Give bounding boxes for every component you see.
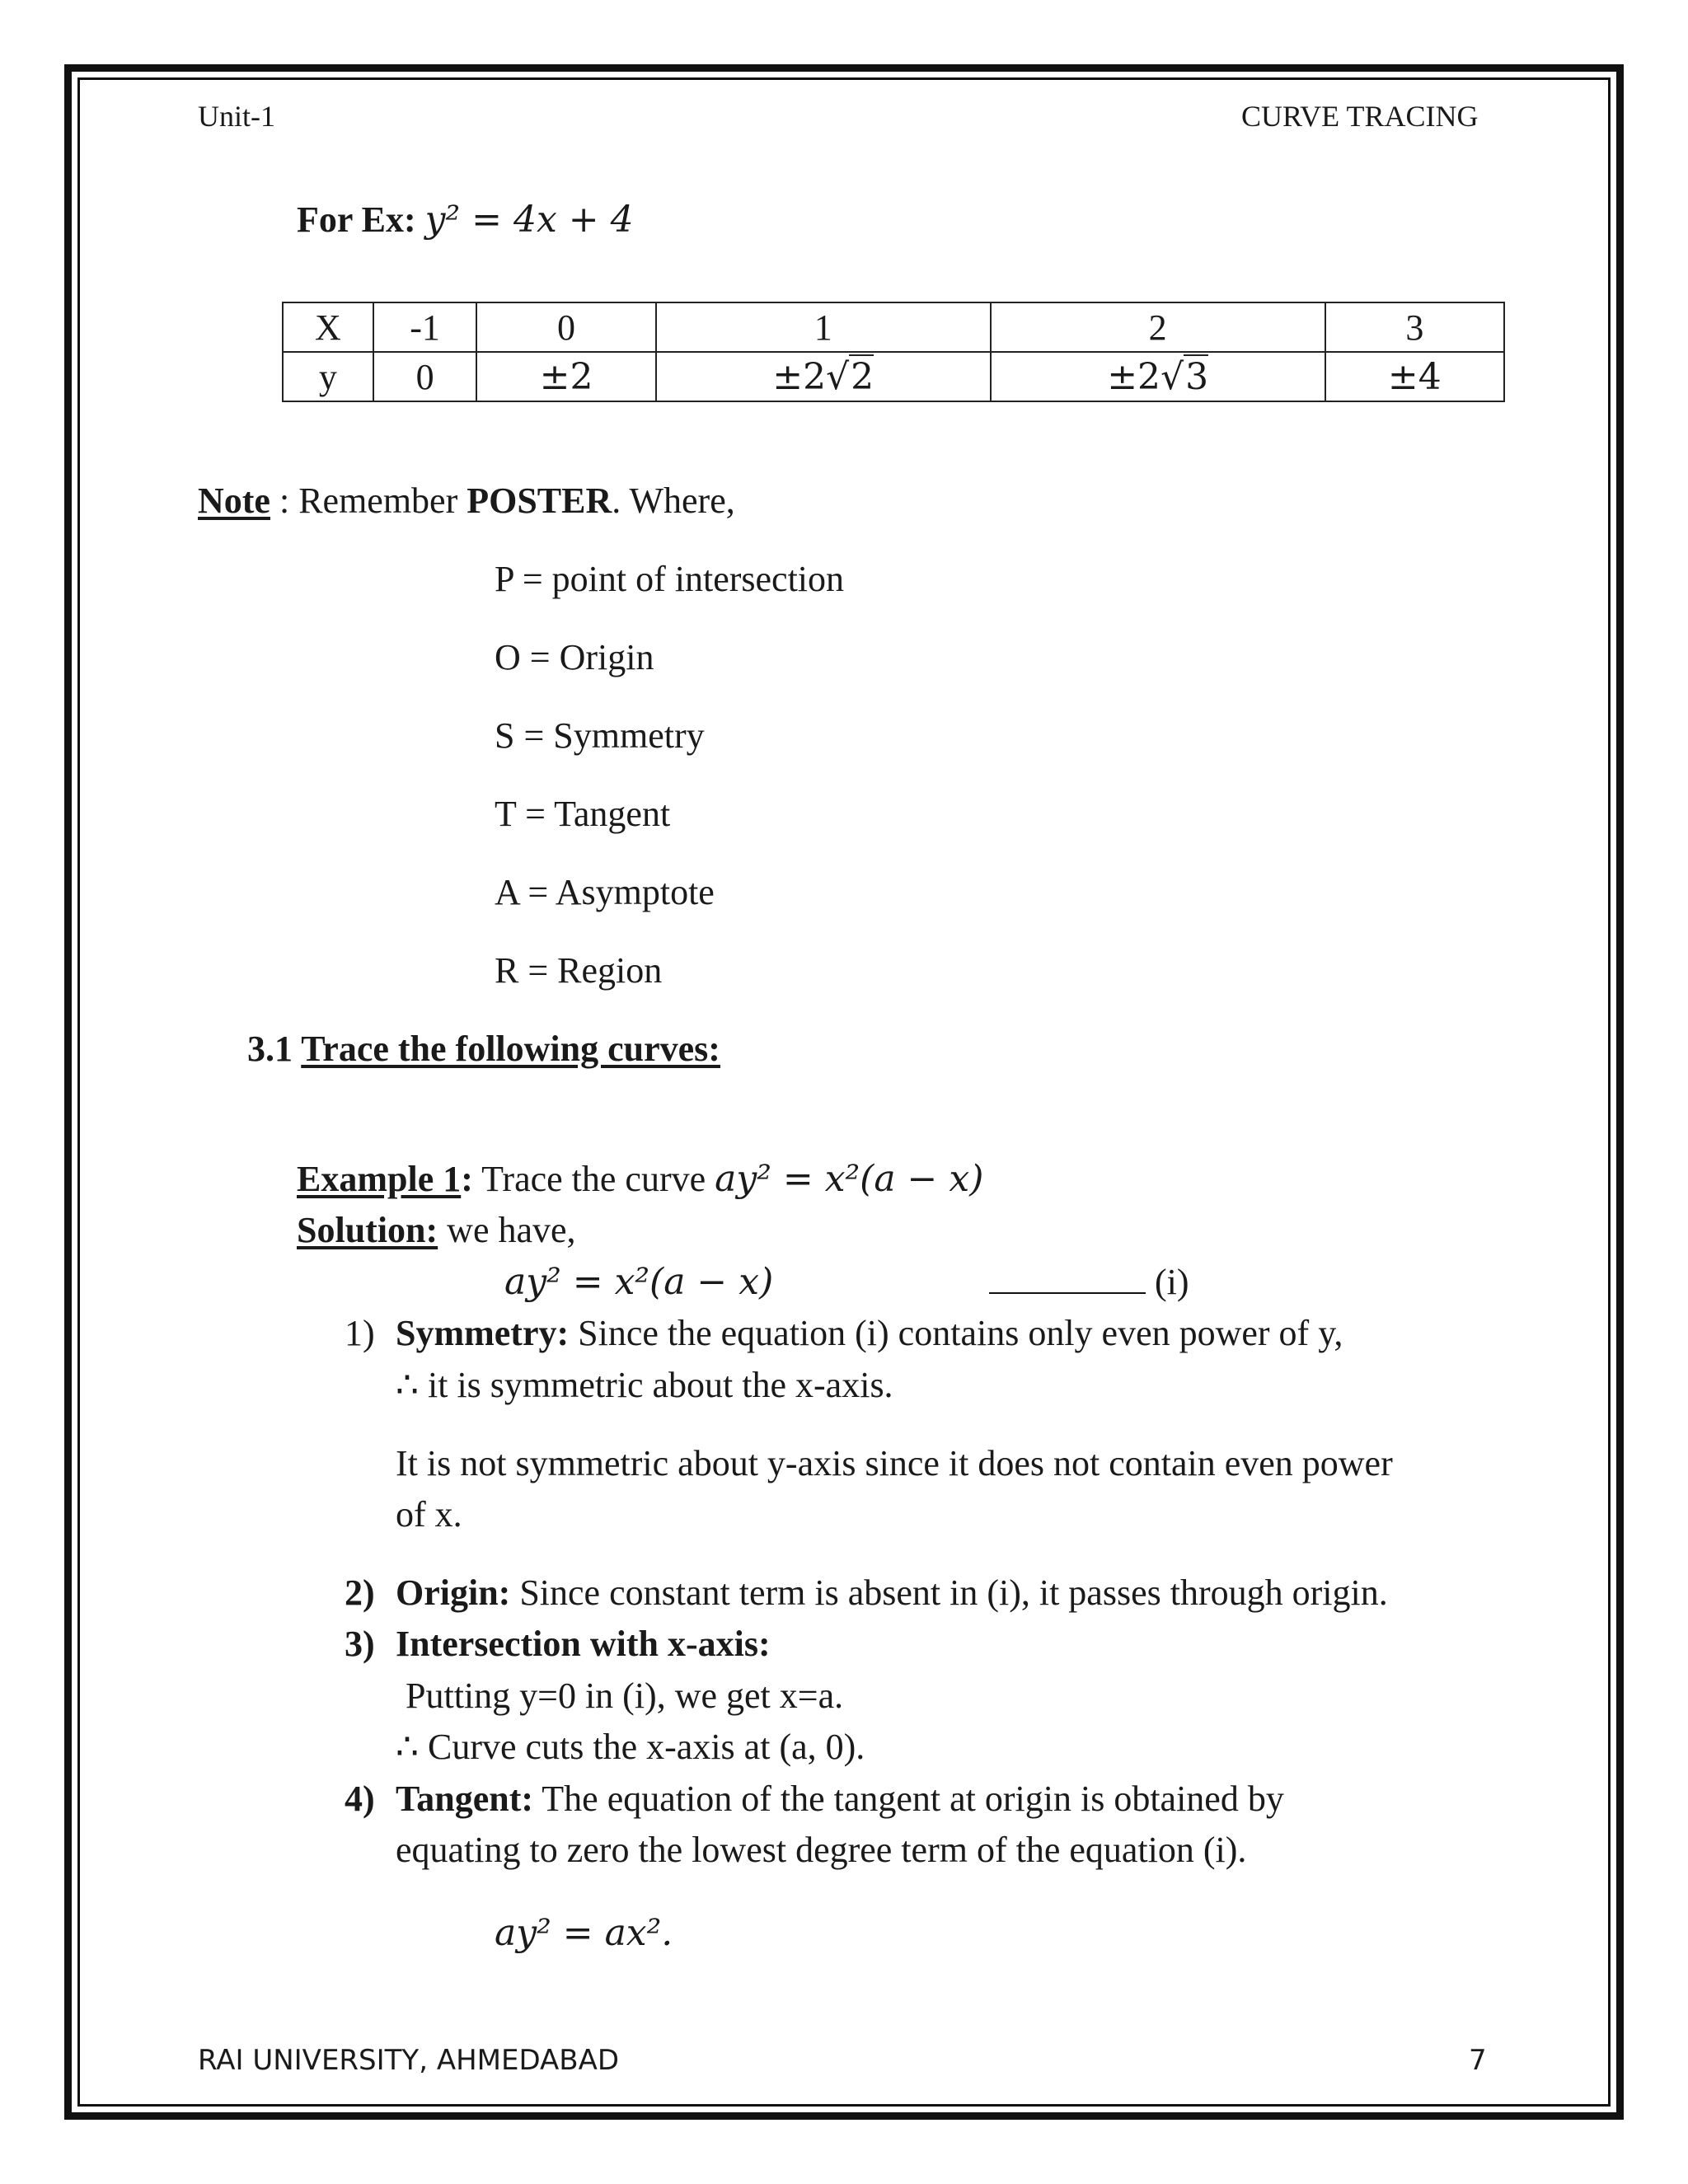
section-heading <box>247 1028 720 1071</box>
step3-title-text: Intersection with x-axis: <box>396 1624 771 1664</box>
table-cell: ±2√2 <box>656 352 991 401</box>
equation-i-tag <box>989 1261 1189 1305</box>
table-cell: 0 <box>476 302 655 352</box>
step1-para-line2: of x. <box>396 1494 462 1535</box>
table-cell: y <box>283 352 373 401</box>
note-text-post: . Where, <box>612 480 735 521</box>
radicand: 3 <box>1185 355 1209 398</box>
header-unit: Unit-1 <box>198 100 275 133</box>
header-topic: CURVE TRACING <box>1241 100 1479 133</box>
note-label: Note <box>198 480 270 521</box>
example1-equation: ay² = x²(a − x) <box>715 1158 984 1200</box>
step2-number-text: 2) <box>345 1572 375 1613</box>
table-cell: ±4 <box>1325 352 1504 401</box>
section-title: Trace the following curves: <box>301 1029 720 1069</box>
table-row <box>283 302 1504 352</box>
step4-equation-text: ay² = ax². <box>495 1912 673 1954</box>
table-cell: 3 <box>1325 302 1504 352</box>
equation-i-expr: ay² = x²(a − x) <box>504 1261 774 1303</box>
table-cell: X <box>283 302 373 352</box>
solution-label: Solution: <box>297 1210 438 1250</box>
equation-i <box>504 1261 773 1305</box>
step4-line <box>396 1778 1284 1821</box>
radical-coefficient: ±2 <box>1107 355 1161 398</box>
step1-title: Symmetry: <box>396 1313 570 1353</box>
mnemonic-item-o: O = Origin <box>495 637 654 677</box>
step4-text: The equation of the tangent at origin is obtained by <box>533 1779 1284 1819</box>
example1-label: Example 1 <box>297 1159 462 1199</box>
table-cell: 0 <box>373 352 477 401</box>
equation-tag: (i) <box>1155 1262 1189 1302</box>
note-keyword: POSTER <box>467 480 612 521</box>
step4-number <box>345 1778 375 1821</box>
note-text-pre: : Remember <box>270 480 467 521</box>
equation-blank-line <box>989 1264 1146 1294</box>
radical-coefficient: ±2 <box>772 355 827 398</box>
step3-line2: ∴ Curve cuts the x-axis at (a, 0). <box>396 1727 865 1767</box>
page-number: 7 <box>1469 2044 1487 2077</box>
step1-conclusion: ∴ it is symmetric about the x-axis. <box>396 1365 893 1405</box>
table-cell: -1 <box>373 302 477 352</box>
section-number: 3.1 <box>247 1029 302 1069</box>
table-row <box>283 352 1504 401</box>
example-intro <box>297 199 634 242</box>
table-cell: 1 <box>656 302 991 352</box>
step1-para-line1: It is not symmetric about y-axis since it does not contain even power <box>396 1443 1393 1483</box>
radicand: 2 <box>851 355 874 398</box>
example-intro-equation: y² = 4x + 4 <box>424 199 634 241</box>
mnemonic-item-t: T = Tangent <box>495 794 671 834</box>
step2-title: Origin: <box>396 1572 511 1613</box>
example1-colon: : <box>461 1159 473 1199</box>
step4-line2: equating to zero the lowest degree term of the equation (i). <box>396 1830 1247 1870</box>
mnemonic-item-r: R = Region <box>495 950 663 991</box>
example1-line <box>297 1158 983 1202</box>
value-table <box>282 302 1505 402</box>
table-cell: ±2√3 <box>991 352 1325 401</box>
table-cell: ±2 <box>476 352 655 401</box>
step2-line <box>396 1572 1388 1615</box>
step4-number-text: 4) <box>345 1779 375 1819</box>
note-line <box>198 480 735 523</box>
example1-text: Trace the curve <box>472 1159 715 1199</box>
step1-line <box>396 1312 1343 1356</box>
mnemonic-item-a: A = Asymptote <box>495 872 715 912</box>
step3-number <box>345 1623 375 1666</box>
step2-text: Since constant term is absent in (i), it passes through origin. <box>510 1572 1388 1613</box>
step4-title: Tangent: <box>396 1779 534 1819</box>
table-cell: 2 <box>991 302 1325 352</box>
step4-equation <box>495 1912 673 1956</box>
step2-number <box>345 1572 375 1615</box>
step3-title <box>396 1623 771 1666</box>
step1-number: 1) <box>345 1313 375 1353</box>
footer-university: RAI UNIVERSITY, AHMEDABAD <box>198 2044 620 2077</box>
solution-line <box>297 1209 576 1253</box>
example-intro-label: For Ex: <box>297 199 416 240</box>
solution-text: we have, <box>438 1210 576 1250</box>
step1-text: Since the equation (i) contains only even power of y, <box>569 1313 1343 1353</box>
step3-line1: Putting y=0 in (i), we get x=a. <box>406 1675 844 1716</box>
mnemonic-item-s: S = Symmetry <box>495 715 705 756</box>
mnemonic-item-p: P = point of intersection <box>495 559 845 599</box>
step3-number-text: 3) <box>345 1624 375 1664</box>
